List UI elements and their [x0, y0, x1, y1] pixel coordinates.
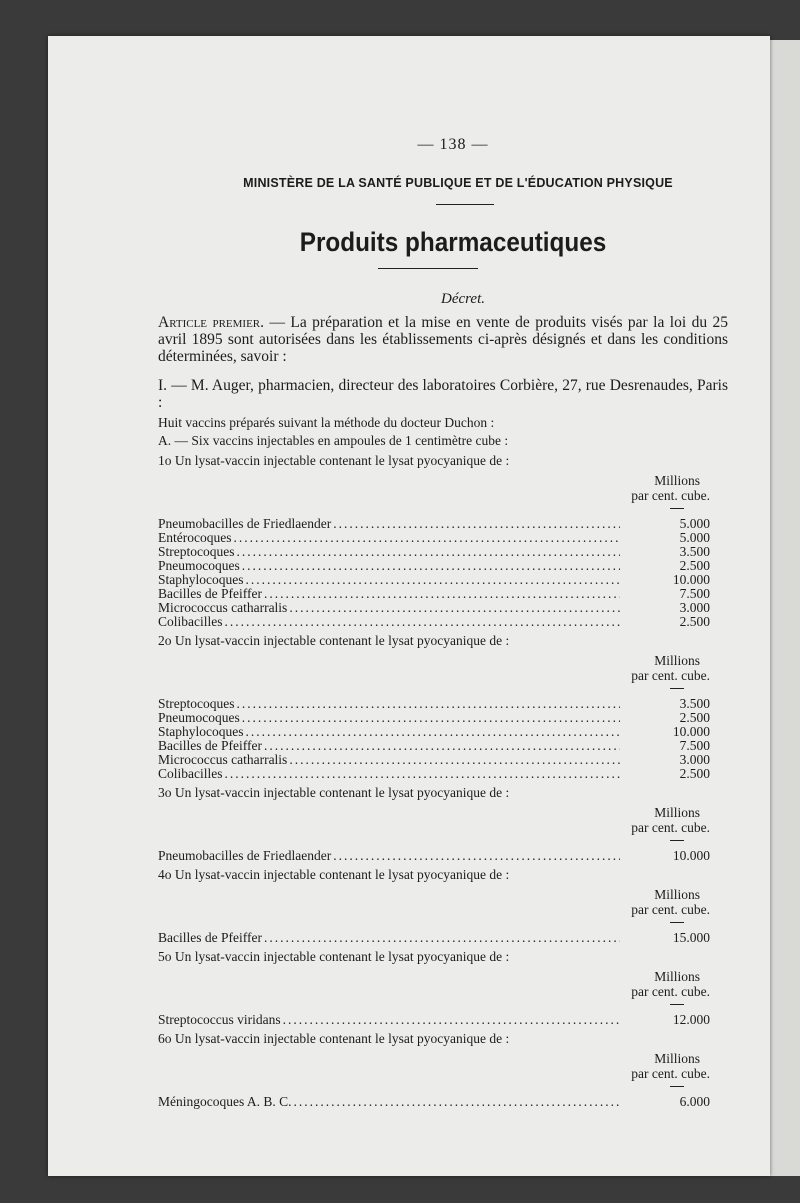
row-name: Entérocoques .....: [158, 531, 620, 545]
unit-dash: [670, 922, 684, 923]
vaccin-group: [158, 633, 728, 781]
vaccin-group: [158, 949, 728, 1027]
unit-header: [158, 805, 710, 841]
unit-header: [158, 969, 710, 1005]
page-number: — 138 —: [417, 136, 489, 153]
row-value: 5.000: [679, 516, 710, 531]
page-title: Produits pharmaceutiques: [299, 227, 607, 257]
unit-header: [158, 473, 710, 509]
group-rows: [158, 517, 728, 629]
decree-label: Décret.: [440, 291, 485, 307]
ministry-heading: MINISTÈRE DE LA SANTÉ PUBLIQUE ET DE L'ÉDUCATION PHYSIQUE: [243, 176, 673, 190]
row-value: 10.000: [672, 724, 710, 739]
group-rows: [158, 849, 728, 863]
unit-label-millions: Millions: [654, 969, 700, 984]
unit-dash: [670, 688, 684, 689]
row-value: 7.500: [679, 738, 710, 753]
unit-label-per-cc: par cent. cube.: [631, 488, 710, 503]
table-row: [158, 931, 728, 945]
table-row: [158, 739, 728, 753]
table-row: [158, 615, 728, 629]
row-name: Micrococcus catharralis .....: [158, 601, 620, 615]
unit-dash: [670, 1086, 684, 1087]
table-row: [158, 559, 728, 573]
row-value: 2.500: [679, 614, 710, 629]
row-name: Staphylocoques .....: [158, 725, 620, 739]
row-name: Colibacilles .....: [158, 615, 620, 629]
row-name: Bacilles de Pfeiffer .....: [158, 587, 620, 601]
group-heading: 2o Un lysat-vaccin injectable contenant le lysat pyocyanique de :: [158, 633, 510, 648]
row-value: 3.000: [679, 600, 710, 615]
row-name: Colibacilles .....: [158, 767, 620, 781]
vaccin-group: [158, 867, 728, 945]
group-rows: [158, 1013, 728, 1027]
table-row: [158, 1095, 728, 1109]
row-value: 7.500: [679, 586, 710, 601]
table-row: [158, 767, 728, 781]
row-value: 2.500: [679, 558, 710, 573]
table-row: [158, 849, 728, 863]
row-name: Micrococcus catharralis .....: [158, 753, 620, 767]
unit-dash: [670, 1004, 684, 1005]
document-page: [48, 36, 770, 1176]
row-value: 10.000: [672, 848, 710, 863]
row-value: 3.500: [679, 696, 710, 711]
row-name: Pneumobacilles de Friedlaender .....: [158, 517, 620, 531]
adjacent-page-edge: [770, 40, 800, 1176]
table-row: [158, 573, 728, 587]
row-value: 12.000: [672, 1012, 710, 1027]
table-row: [158, 587, 728, 601]
row-value: 6.000: [679, 1094, 710, 1109]
group-rows: [158, 697, 728, 781]
page-content: [158, 136, 728, 1109]
vaccin-group: [158, 785, 728, 863]
group-rows: [158, 1095, 728, 1109]
row-name: Staphylocoques .....: [158, 573, 620, 587]
table-row: [158, 601, 728, 615]
article-text: — La préparation et la mise en vente de produits visés par la loi du 25 avril 1895 sont autorisées dans les établissements ci-après désignés et dans les conditions déterminées, savoir :: [158, 314, 728, 365]
unit-label-per-cc: par cent. cube.: [631, 984, 710, 999]
unit-label-per-cc: par cent. cube.: [631, 902, 710, 917]
group-heading: 6o Un lysat-vaccin injectable contenant le lysat pyocyanique de :: [158, 1031, 510, 1046]
section-one: I. — M. Auger, pharmacien, directeur des laboratoires Corbière, 27, rue Desrenaudes, Paris :: [158, 377, 728, 411]
row-name: Pneumocoques .....: [158, 559, 620, 573]
row-value: 2.500: [679, 766, 710, 781]
unit-label-millions: Millions: [654, 805, 700, 820]
row-name: Streptocoques .....: [158, 697, 620, 711]
unit-header: [158, 1051, 710, 1087]
sub-a: A. — Six vaccins injectables en ampoules de 1 centimètre cube :: [158, 433, 509, 448]
row-value: 3.000: [679, 752, 710, 767]
vaccin-groups: [158, 453, 728, 1109]
table-row: [158, 531, 728, 545]
row-name: Streptococcus viridans .....: [158, 1013, 620, 1027]
unit-dash: [670, 840, 684, 841]
row-value: 2.500: [679, 710, 710, 725]
table-row: [158, 517, 728, 531]
unit-label-per-cc: par cent. cube.: [631, 1066, 710, 1081]
table-row: [158, 1013, 728, 1027]
unit-header: [158, 887, 710, 923]
table-row: [158, 697, 728, 711]
row-name: Pneumocoques .....: [158, 711, 620, 725]
unit-header: [158, 653, 710, 689]
unit-label-per-cc: par cent. cube.: [631, 820, 710, 835]
row-value: 5.000: [679, 530, 710, 545]
article-paragraph: [158, 314, 728, 365]
unit-dash: [670, 508, 684, 509]
group-rows: [158, 931, 728, 945]
group-heading: 1o Un lysat-vaccin injectable contenant le lysat pyocyanique de :: [158, 453, 510, 468]
table-row: [158, 753, 728, 767]
divider: [436, 204, 494, 205]
row-name: Streptocoques .....: [158, 545, 620, 559]
table-row: [158, 725, 728, 739]
row-name: Méningocoques A. B. C. .....: [158, 1095, 620, 1109]
row-name: Bacilles de Pfeiffer .....: [158, 931, 620, 945]
row-name: Pneumobacilles de Friedlaender .....: [158, 849, 620, 863]
unit-label-millions: Millions: [654, 887, 700, 902]
table-row: [158, 711, 728, 725]
unit-label-millions: Millions: [654, 1051, 700, 1066]
row-value: 15.000: [672, 930, 710, 945]
unit-label-millions: Millions: [654, 653, 700, 668]
row-value: 10.000: [672, 572, 710, 587]
unit-label-per-cc: par cent. cube.: [631, 668, 710, 683]
vaccin-group: [158, 453, 728, 629]
row-name: Bacilles de Pfeiffer .....: [158, 739, 620, 753]
row-value: 3.500: [679, 544, 710, 559]
group-heading: 3o Un lysat-vaccin injectable contenant le lysat pyocyanique de :: [158, 785, 510, 800]
group-heading: 4o Un lysat-vaccin injectable contenant le lysat pyocyanique de :: [158, 867, 510, 882]
vaccin-group: [158, 1031, 728, 1109]
unit-label-millions: Millions: [654, 473, 700, 488]
article-lead: Article premier.: [158, 314, 265, 331]
divider: [378, 268, 478, 269]
intro-line: Huit vaccins préparés suivant la méthode du docteur Duchon :: [158, 415, 495, 430]
group-heading: 5o Un lysat-vaccin injectable contenant le lysat pyocyanique de :: [158, 949, 510, 964]
table-row: [158, 545, 728, 559]
